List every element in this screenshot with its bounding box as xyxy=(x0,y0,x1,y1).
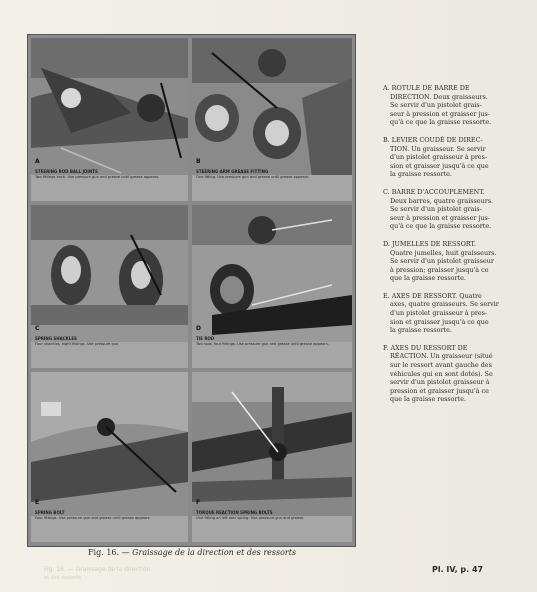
panel-letter: F xyxy=(196,499,201,506)
legend-item-line: que la graisse ressorte. xyxy=(390,274,466,283)
bleed-through-text: Fig. 16. — Graissage de la direction xyxy=(44,566,151,573)
legend-item-line: d'un pistolet graisseur à pres- xyxy=(390,153,488,162)
photo-panel-a xyxy=(31,38,188,201)
legend-item-line: DIRECTION. Deux graisseurs. xyxy=(390,92,488,101)
legend-item-line: véhicules qui en sont dotés). Se xyxy=(390,369,493,378)
legend-item-line: pression et graisser jusqu'à ce xyxy=(390,386,489,395)
legend-item-heading: E. AXES DE RESSORT. Quatre xyxy=(383,291,482,300)
legend-list xyxy=(383,84,525,413)
legend-item-line: d'un pistolet graisseur à pres- xyxy=(390,309,488,318)
legend-item-line: sion et graisser jusqu'à ce que xyxy=(390,317,489,326)
legend-item-heading: B. LEVIER COUDÉ DE DIREC- xyxy=(383,135,483,144)
legend-item-line: la graisse ressorte. xyxy=(390,170,452,179)
panel-caption-text: Four shackles, eight fittings. Use pressure gun. xyxy=(35,342,120,346)
legend-item xyxy=(383,292,525,335)
legend-item-line: à pression; graisser jusqu'à ce xyxy=(390,265,489,274)
photo-panel-d xyxy=(192,205,352,368)
legend-item-line: Se servir d'un pistolet graisseur xyxy=(390,257,494,266)
legend-item-line: qu'à ce que la graisse ressorte. xyxy=(390,118,492,127)
legend-item-heading: F. AXES DU RESSORT DE xyxy=(383,343,468,352)
legend-item-line: seur à pression et graisser jus- xyxy=(390,109,490,118)
legend-item-line: Se servir d'un pistolet grais- xyxy=(390,101,482,110)
figure-caption xyxy=(88,548,296,557)
legend-item-line: axes, quatre graisseurs. Se servir xyxy=(390,300,499,309)
legend-item-line: TION. Un graisseur. Se servir xyxy=(390,144,486,153)
panel-letter: A xyxy=(35,158,40,165)
legend-item-line: que la graisse ressorte. xyxy=(390,395,466,404)
legend-item-line: Se servir d'un pistolet grais- xyxy=(390,205,482,214)
legend-item-heading: D. JUMELLES DE RESSORT. xyxy=(383,239,476,248)
panel-caption-text: One fitting. Use pressure gun and grease until grease appears. xyxy=(196,175,310,179)
panel-caption-title: SPRING SHACKLES xyxy=(35,336,77,341)
figure-title: — Graissage de la direction et des ressorts xyxy=(121,548,297,557)
panel-caption-title: SPRING BOLT xyxy=(35,510,65,515)
legend-item-line: sion et graisser jusqu'à ce que xyxy=(390,161,489,170)
panel-caption-text: One fitting on left rear spring. Use pressure gun and grease. xyxy=(196,516,305,520)
photo-plate xyxy=(27,34,356,547)
photo-panel-e xyxy=(31,372,188,542)
panel-caption-text: Two rods, four fittings. Use pressure gun and grease until grease appears. xyxy=(196,342,329,346)
panel-caption-title: TORQUE REACTION SPRING BOLTS xyxy=(196,510,273,515)
panel-caption-title: TIE ROD xyxy=(196,336,215,341)
legend-item-line: la graisse ressorte. xyxy=(390,326,452,335)
legend-item-line: qu'à ce que la graisse ressorte. xyxy=(390,222,492,231)
panel-caption-title: STEERING ARM GREASE FITTING xyxy=(196,169,269,174)
legend-item xyxy=(383,240,525,283)
bleed-through-text: et des ressorts xyxy=(44,575,81,581)
legend-item xyxy=(383,188,525,231)
figure-number: Fig. 16. xyxy=(88,548,120,557)
page-reference: Pl. IV, p. 47 xyxy=(432,565,484,574)
legend-item-line: servir d'un pistolet graisseur à xyxy=(390,378,490,387)
legend-item xyxy=(383,84,525,127)
panel-letter: B xyxy=(196,158,201,165)
legend-item-line: Deux barres, quatre graisseurs. xyxy=(390,196,494,205)
legend-item-line: RÉACTION. Un graisseur (situé xyxy=(390,352,493,361)
panel-caption-title: STEERING ROD BALL JOINTS xyxy=(35,169,98,174)
legend-item-line: seur à pression et graisser jus- xyxy=(390,213,490,222)
panel-letter: D xyxy=(196,325,201,332)
photo-panel-c xyxy=(31,205,188,368)
legend-item-line: Quatre jumelles, huit graisseurs. xyxy=(390,248,497,257)
legend-item-line: sur le ressort avant gauche des xyxy=(390,361,492,370)
legend-item xyxy=(383,136,525,179)
photo-panel-b xyxy=(192,38,352,201)
legend-item-heading: A. ROTULE DE BARRE DE xyxy=(383,84,470,92)
panel-letter: C xyxy=(35,325,40,332)
legend-item xyxy=(383,344,525,404)
photo-panel-f xyxy=(192,372,352,542)
panel-letter: E xyxy=(35,499,40,506)
panel-caption-text: Two fittings each. Use pressure gun and grease until grease appears. xyxy=(35,175,160,179)
legend-item-heading: C. BARRE D'ACCOUPLEMENT. xyxy=(383,187,485,196)
panel-caption-text: Four fittings. Use pressure gun and grease until grease appears. xyxy=(35,516,151,520)
